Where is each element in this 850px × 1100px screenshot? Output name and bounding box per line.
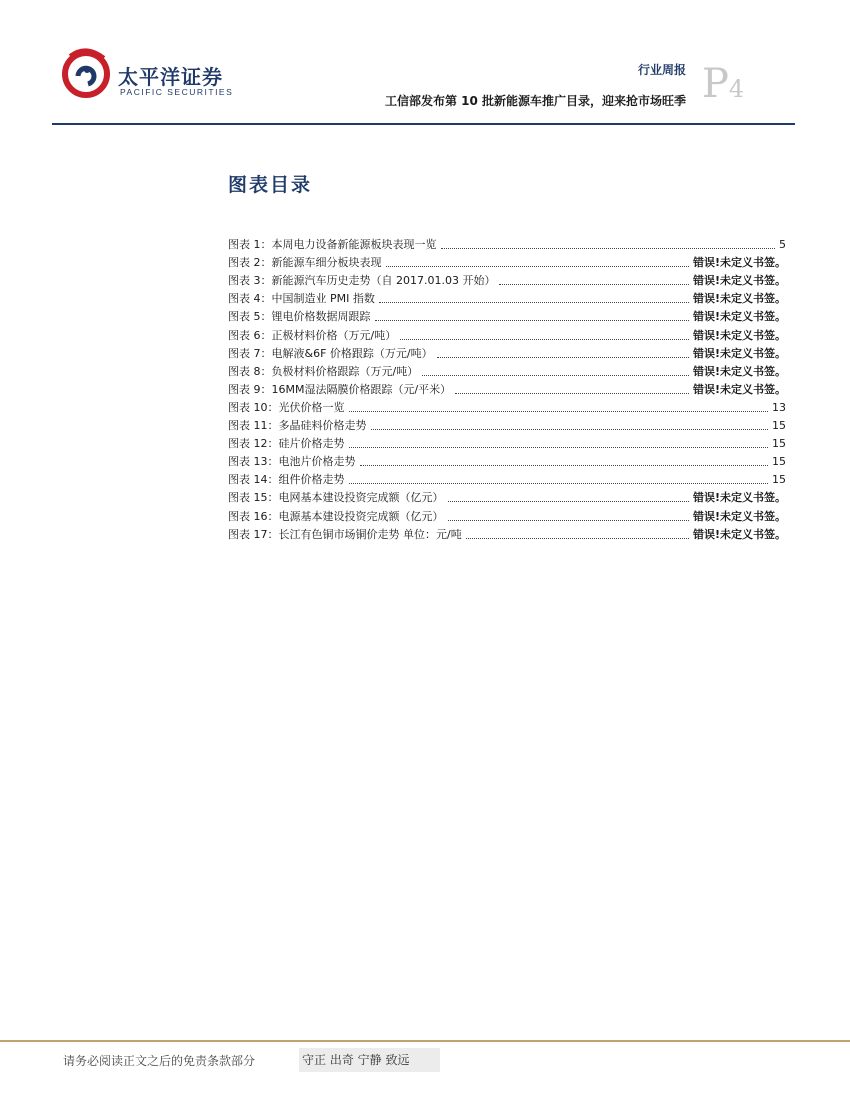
toc-leader-dots [455,392,689,394]
toc-entry-page: 5 [779,238,786,252]
toc-entry-label: 图表 1：本周电力设备新能源板块表现一览 [228,238,437,252]
toc-leader-dots [349,446,769,448]
report-type: 行业周报 [637,63,686,77]
toc-entry-label: 图表 8：负极材料价格跟踪（万元/吨） [228,364,419,378]
toc-entry[interactable] [228,399,786,417]
toc-entry-page: 错误!未定义书签。 [692,491,786,505]
toc-leader-dots [422,374,689,376]
toc-entry[interactable] [228,507,786,525]
toc-entry-label: 图表 6：正极材料价格（万元/吨） [228,328,397,342]
brand-name-cn: 太平洋证券 [118,65,223,89]
toc-leader-dots [371,428,769,430]
toc-leader-dots [400,338,689,340]
toc-leader-dots [466,537,689,539]
toc-leader-dots [448,500,689,502]
toc-entry-page: 15 [772,455,786,469]
toc-entry[interactable] [228,345,786,363]
toc-entry-label: 图表 2：新能源车细分板块表现 [228,256,382,270]
toc-entry[interactable] [228,435,786,453]
toc-heading: 图表目录 [228,174,313,196]
toc-entry[interactable] [228,417,786,435]
pacific-securities-logo-icon [60,46,112,98]
toc-entry[interactable] [228,453,786,471]
toc-entry-page: 15 [772,419,786,433]
toc-entry-page: 错误!未定义书签。 [692,364,786,378]
footer-divider [0,1040,850,1042]
brand-name-en: PACIFIC SECURITIES [120,87,234,97]
toc-leader-dots [349,410,769,412]
page-letter: P [702,61,729,107]
toc-entry[interactable] [228,290,786,308]
report-title: 工信部发布第 10 批新能源车推广目录，迎来抢市场旺季 [384,94,686,108]
toc-entry[interactable] [228,254,786,272]
toc-entry-label: 图表 14：组件价格走势 [228,473,345,487]
toc-leader-dots [441,247,776,249]
footer-disclaimer: 请务必阅读正文之后的免责条款部分 [63,1054,256,1068]
toc-entry[interactable] [228,326,786,344]
toc-leader-dots [360,464,769,466]
toc-entry-page: 错误!未定义书签。 [692,274,786,288]
toc-entry-page: 错误!未定义书签。 [692,256,786,270]
toc-entry-page: 错误!未定义书签。 [692,509,786,523]
toc-entry-page: 错误!未定义书签。 [692,527,786,541]
toc-entry-label: 图表 5：锂电价格数据周跟踪 [228,310,371,324]
toc-leader-dots [349,482,769,484]
toc-leader-dots [375,319,689,321]
toc-entry[interactable] [228,489,786,507]
toc-entry-label: 图表 17：长江有色铜市场铜价走势 单位：元/吨 [228,527,462,541]
toc-leader-dots [448,519,689,521]
toc-leader-dots [379,301,689,303]
toc-leader-dots [499,283,689,285]
toc-entry[interactable] [228,272,786,290]
toc-entry-page: 15 [772,437,786,451]
toc-entry-label: 图表 15：电网基本建设投资完成额（亿元） [228,491,444,505]
header-divider [52,123,795,125]
toc-entry-page: 错误!未定义书签。 [692,292,786,306]
toc-entry[interactable] [228,471,786,489]
toc-entry-label: 图表 7：电解液&6F 价格跟踪（万元/吨） [228,346,433,360]
toc-entry-page: 13 [772,400,786,414]
toc-entry-label: 图表 4：中国制造业 PMI 指数 [228,292,375,306]
toc-entry-label: 图表 12：硅片价格走势 [228,437,345,451]
toc-entry-page: 错误!未定义书签。 [692,328,786,342]
toc-entry[interactable] [228,526,786,544]
toc-entry[interactable] [228,308,786,326]
toc-list [228,236,786,544]
toc-entry-page: 错误!未定义书签。 [692,310,786,324]
toc-entry-label: 图表 11：多晶硅料价格走势 [228,419,367,433]
footer-motto: 守正 出奇 宁静 致远 [299,1048,440,1072]
toc-leader-dots [386,265,689,267]
toc-entry-page: 错误!未定义书签。 [692,382,786,396]
toc-entry-label: 图表 13：电池片价格走势 [228,455,356,469]
toc-entry[interactable] [228,381,786,399]
toc-entry[interactable] [228,363,786,381]
toc-entry-label: 图表 10：光伏价格一览 [228,400,345,414]
page-number [702,61,745,107]
toc-entry-label: 图表 16：电源基本建设投资完成额（亿元） [228,509,444,523]
toc-entry-label: 图表 3：新能源汽车历史走势（自 2017.01.03 开始） [228,274,496,288]
toc-entry[interactable] [228,236,786,254]
toc-entry-page: 错误!未定义书签。 [692,346,786,360]
toc-leader-dots [437,356,689,358]
toc-entry-page: 15 [772,473,786,487]
toc-entry-label: 图表 9：16MM湿法隔膜价格跟踪（元/平米） [228,382,452,396]
page-digit: 4 [728,75,745,103]
